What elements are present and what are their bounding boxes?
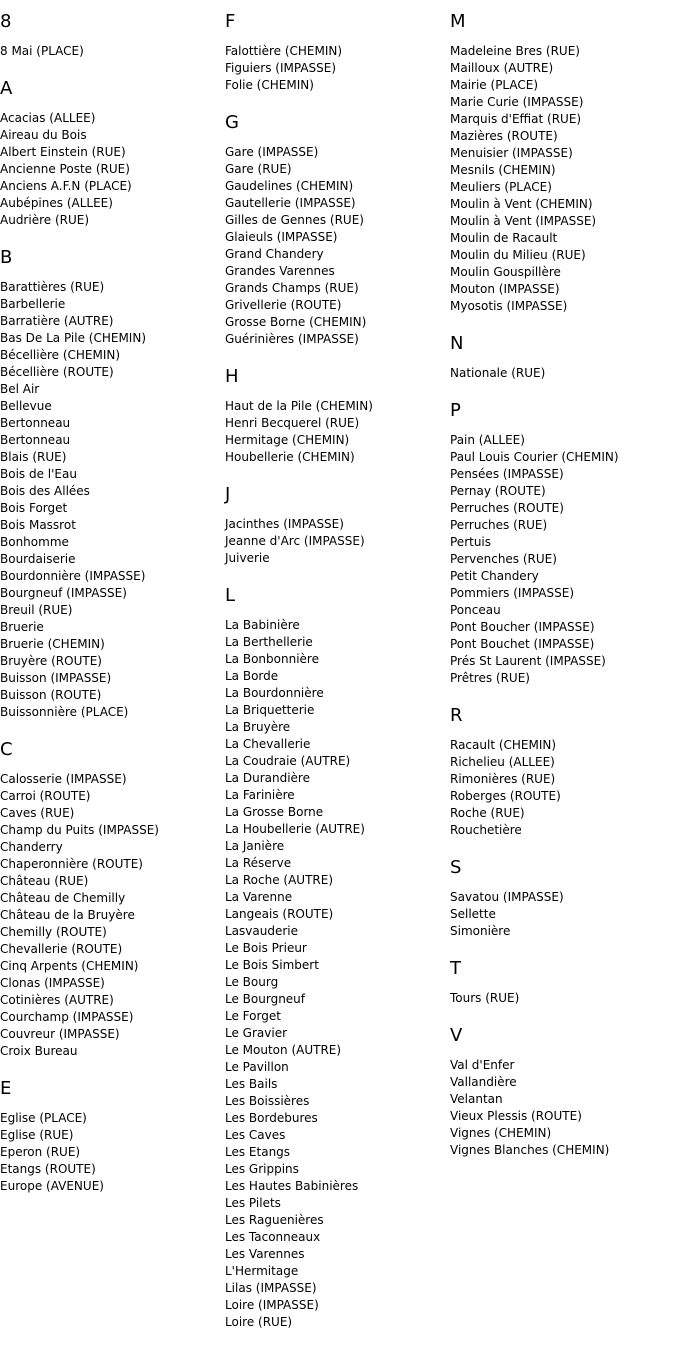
- street-name-item: Haut de la Pile (CHEMIN): [225, 399, 373, 413]
- street-name-item: Bertonneau: [0, 416, 71, 430]
- street-name-item: La Bonbonnière: [225, 652, 319, 666]
- street-name-item: Barbellerie: [0, 297, 66, 311]
- street-name-item: Barratière (AUTRE): [0, 314, 114, 328]
- street-name-item: Marquis d'Effiat (RUE): [450, 112, 582, 126]
- street-name-item: Meuliers (PLACE): [450, 180, 552, 194]
- street-name-item: Le Pavillon: [225, 1060, 289, 1074]
- letter-section: [450, 401, 675, 687]
- street-name-item: Bruyère (ROUTE): [0, 654, 102, 668]
- street-name-item: Chaperonnière (ROUTE): [0, 857, 143, 871]
- street-name-item: Sellette: [450, 907, 496, 921]
- street-name-item: Racault (CHEMIN): [450, 738, 557, 752]
- street-name-item: Prés St Laurent (IMPASSE): [450, 654, 606, 668]
- street-name-item: Myosotis (IMPASSE): [450, 299, 568, 313]
- street-name-item: Moulin à Vent (CHEMIN): [450, 197, 593, 211]
- street-name-item: Nationale (RUE): [450, 366, 546, 380]
- street-name-item: Cinq Arpents (CHEMIN): [0, 959, 139, 973]
- street-list: [450, 1057, 675, 1159]
- street-list: [450, 737, 675, 839]
- street-name-item: La Réserve: [225, 856, 292, 870]
- street-name-item: Bellevue: [0, 399, 52, 413]
- street-name-item: Moulin du Milieu (RUE): [450, 248, 586, 262]
- street-name-item: Roche (RUE): [450, 806, 525, 820]
- street-name-item: Juiverie: [225, 551, 270, 565]
- street-name-item: La Varenne: [225, 890, 293, 904]
- street-name-item: Marie Curie (IMPASSE): [450, 95, 584, 109]
- street-name-item: Bois de l'Eau: [0, 467, 77, 481]
- letter-section: [450, 1026, 675, 1159]
- street-name-item: Gare (RUE): [225, 162, 292, 176]
- street-name-item: Buisson (IMPASSE): [0, 671, 112, 685]
- street-name-item: Les Bordebures: [225, 1111, 318, 1125]
- street-name-item: Eperon (RUE): [0, 1145, 81, 1159]
- section-letter-heading: P: [450, 400, 461, 421]
- street-name-item: Pont Bouchet (IMPASSE): [450, 637, 595, 651]
- street-name-item: Bertonneau: [0, 433, 71, 447]
- street-name-item: Paul Louis Courier (CHEMIN): [450, 450, 619, 464]
- street-name-item: Bel Air: [0, 382, 40, 396]
- street-name-item: La Borde: [225, 669, 279, 683]
- street-name-item: Vallandière: [450, 1075, 517, 1089]
- letter-section: [0, 79, 225, 229]
- section-letter-heading: H: [225, 366, 239, 387]
- street-name-item: 8 Mai (PLACE): [0, 44, 84, 58]
- street-name-item: Grands Champs (RUE): [225, 281, 359, 295]
- street-list: [450, 365, 675, 382]
- street-name-item: Velantan: [450, 1092, 503, 1106]
- street-name-item: Pervenches (RUE): [450, 552, 557, 566]
- street-name-item: Gaudelines (CHEMIN): [225, 179, 354, 193]
- street-name-item: Champ du Puits (IMPASSE): [0, 823, 159, 837]
- street-name-item: Vignes Blanches (CHEMIN): [450, 1143, 610, 1157]
- street-name-item: Aubépines (ALLEE): [0, 196, 113, 210]
- street-name-item: Bécellière (CHEMIN): [0, 348, 121, 362]
- street-name-item: Etangs (ROUTE): [0, 1162, 96, 1176]
- letter-section: [0, 248, 225, 721]
- street-name-item: Bruerie (CHEMIN): [0, 637, 105, 651]
- street-name-item: Breuil (RUE): [0, 603, 73, 617]
- street-name-item: La Farinière: [225, 788, 295, 802]
- street-name-item: Bas De La Pile (CHEMIN): [0, 331, 146, 345]
- street-name-item: Croix Bureau: [0, 1044, 78, 1058]
- section-letter-heading: J: [225, 484, 231, 505]
- street-name-item: Madeleine Bres (RUE): [450, 44, 580, 58]
- street-name-item: Gautellerie (IMPASSE): [225, 196, 356, 210]
- letter-section: [450, 706, 675, 839]
- section-letter-heading: N: [450, 333, 464, 354]
- street-list: [0, 43, 225, 60]
- street-list: [450, 990, 675, 1007]
- street-list: [225, 43, 450, 94]
- street-name-item: Bois des Allées: [0, 484, 90, 498]
- street-name-item: Rimonières (RUE): [450, 772, 556, 786]
- street-name-item: La Grosse Borne: [225, 805, 324, 819]
- street-list: [450, 43, 675, 315]
- street-name-item: Chemilly (ROUTE): [0, 925, 107, 939]
- street-list: [225, 144, 450, 348]
- street-list: [0, 279, 225, 721]
- street-name-item: La Bourdonnière: [225, 686, 324, 700]
- street-name-item: Chevallerie (ROUTE): [0, 942, 123, 956]
- street-name-item: Bois Forget: [0, 501, 68, 515]
- street-name-item: Menuisier (IMPASSE): [450, 146, 573, 160]
- street-name-item: Les Grippins: [225, 1162, 299, 1176]
- street-name-item: Pont Boucher (IMPASSE): [450, 620, 595, 634]
- letter-section: [450, 12, 675, 315]
- street-name-item: Anciens A.F.N (PLACE): [0, 179, 132, 193]
- street-name-item: Grand Chandery: [225, 247, 324, 261]
- street-name-item: Les Etangs: [225, 1145, 291, 1159]
- section-letter-heading: C: [0, 739, 13, 760]
- street-name-item: Europe (AVENUE): [0, 1179, 104, 1193]
- section-letter-heading: G: [225, 112, 239, 133]
- section-letter-heading: E: [0, 1078, 12, 1099]
- street-name-item: La Briquetterie: [225, 703, 315, 717]
- street-name-item: Eglise (RUE): [0, 1128, 74, 1142]
- street-name-item: Rouchetière: [450, 823, 522, 837]
- street-name-item: Pernay (ROUTE): [450, 484, 546, 498]
- letter-section: [225, 113, 450, 348]
- street-name-item: Bourgneuf (IMPASSE): [0, 586, 127, 600]
- street-name-item: Le Forget: [225, 1009, 281, 1023]
- letter-section: [225, 12, 450, 94]
- street-name-item: Richelieu (ALLEE): [450, 755, 555, 769]
- street-name-item: Falottière (CHEMIN): [225, 44, 343, 58]
- street-name-item: Le Bourgneuf: [225, 992, 306, 1006]
- street-name-item: Vignes (CHEMIN): [450, 1126, 552, 1140]
- section-letter-heading: A: [0, 78, 13, 99]
- street-name-item: Caves (RUE): [0, 806, 75, 820]
- street-name-item: Chanderry: [0, 840, 63, 854]
- street-name-item: Clonas (IMPASSE): [0, 976, 105, 990]
- street-name-item: Guérinières (IMPASSE): [225, 332, 359, 346]
- street-list: [450, 889, 675, 940]
- street-name-item: Le Bois Prieur: [225, 941, 307, 955]
- street-name-item: Buisson (ROUTE): [0, 688, 102, 702]
- letter-section: [225, 586, 450, 1331]
- street-name-item: Château (RUE): [0, 874, 89, 888]
- street-name-item: Bécellière (ROUTE): [0, 365, 114, 379]
- street-name-item: Houbellerie (CHEMIN): [225, 450, 355, 464]
- letter-section: [0, 12, 225, 60]
- street-name-item: Moulin à Vent (IMPASSE): [450, 214, 597, 228]
- street-list: [0, 110, 225, 229]
- index-column-1: [0, 12, 225, 1214]
- section-letter-heading: F: [225, 11, 236, 32]
- street-name-item: Moulin de Racault: [450, 231, 558, 245]
- street-name-item: Grosse Borne (CHEMIN): [225, 315, 367, 329]
- street-name-item: Loire (RUE): [225, 1315, 293, 1329]
- letter-section: [225, 485, 450, 567]
- street-name-item: Lilas (IMPASSE): [225, 1281, 317, 1295]
- street-name-item: Mailloux (AUTRE): [450, 61, 554, 75]
- street-name-item: La Roche (AUTRE): [225, 873, 333, 887]
- street-name-item: La Berthellerie: [225, 635, 313, 649]
- street-list: [225, 398, 450, 466]
- street-name-item: Lasvauderie: [225, 924, 299, 938]
- section-letter-heading: L: [225, 585, 236, 606]
- street-list: [0, 1110, 225, 1195]
- section-letter-heading: V: [450, 1025, 463, 1046]
- street-name-item: Les Pilets: [225, 1196, 281, 1210]
- letter-section: [450, 959, 675, 1007]
- street-name-item: Ponceau: [450, 603, 501, 617]
- street-name-item: Courchamp (IMPASSE): [0, 1010, 134, 1024]
- street-name-item: Calosserie (IMPASSE): [0, 772, 127, 786]
- street-name-item: Cotinières (AUTRE): [0, 993, 114, 1007]
- street-name-item: Les Raguenières: [225, 1213, 324, 1227]
- street-name-item: Gilles de Gennes (RUE): [225, 213, 364, 227]
- section-letter-heading: S: [450, 857, 462, 878]
- street-name-item: Château de la Bruyère: [0, 908, 135, 922]
- street-name-item: Bois Massrot: [0, 518, 76, 532]
- street-name-item: Petit Chandery: [450, 569, 539, 583]
- street-name-item: La Durandière: [225, 771, 310, 785]
- street-name-item: Grandes Varennes: [225, 264, 335, 278]
- street-name-item: Perruches (ROUTE): [450, 501, 564, 515]
- street-name-item: La Babinière: [225, 618, 300, 632]
- street-name-item: Pertuis: [450, 535, 492, 549]
- street-name-item: La Janière: [225, 839, 285, 853]
- street-name-item: Moulin Gouspillère: [450, 265, 561, 279]
- street-name-item: Bonhomme: [0, 535, 69, 549]
- section-letter-heading: M: [450, 11, 466, 32]
- street-name-item: Gare (IMPASSE): [225, 145, 319, 159]
- letter-section: [450, 334, 675, 382]
- street-name-item: Pommiers (IMPASSE): [450, 586, 574, 600]
- street-name-item: Mouton (IMPASSE): [450, 282, 560, 296]
- street-name-item: Le Mouton (AUTRE): [225, 1043, 342, 1057]
- street-name-item: Les Boissières: [225, 1094, 310, 1108]
- street-name-item: Mairie (PLACE): [450, 78, 539, 92]
- street-name-item: La Bruyère: [225, 720, 291, 734]
- street-name-item: Ancienne Poste (RUE): [0, 162, 130, 176]
- street-name-item: Loire (IMPASSE): [225, 1298, 319, 1312]
- street-name-item: Les Caves: [225, 1128, 286, 1142]
- street-name-item: Le Gravier: [225, 1026, 288, 1040]
- street-name-item: Blais (RUE): [0, 450, 67, 464]
- street-name-item: Prêtres (RUE): [450, 671, 530, 685]
- street-name-item: Perruches (RUE): [450, 518, 548, 532]
- street-name-item: Le Bourg: [225, 975, 279, 989]
- street-name-item: Hermitage (CHEMIN): [225, 433, 350, 447]
- street-name-item: Tours (RUE): [450, 991, 520, 1005]
- section-letter-heading: T: [450, 958, 461, 979]
- street-name-item: Jacinthes (IMPASSE): [225, 517, 344, 531]
- street-name-item: Henri Becquerel (RUE): [225, 416, 360, 430]
- street-name-item: Les Varennes: [225, 1247, 305, 1261]
- street-name-item: Folie (CHEMIN): [225, 78, 314, 92]
- street-name-item: La Chevallerie: [225, 737, 311, 751]
- street-name-item: Savatou (IMPASSE): [450, 890, 564, 904]
- street-name-item: Barattières (RUE): [0, 280, 105, 294]
- street-name-item: Val d'Enfer: [450, 1058, 515, 1072]
- section-letter-heading: 8: [0, 11, 12, 32]
- street-name-item: Grivellerie (ROUTE): [225, 298, 342, 312]
- street-name-item: Buissonnière (PLACE): [0, 705, 129, 719]
- section-letter-heading: B: [0, 247, 13, 268]
- street-name-item: Audrière (RUE): [0, 213, 90, 227]
- street-name-item: Simonière: [450, 924, 511, 938]
- street-name-item: Langeais (ROUTE): [225, 907, 334, 921]
- street-name-item: La Houbellerie (AUTRE): [225, 822, 365, 836]
- street-name-item: Aireau du Bois: [0, 128, 87, 142]
- index-column-3: [450, 12, 675, 1178]
- street-name-item: Acacias (ALLEE): [0, 111, 96, 125]
- letter-section: [450, 858, 675, 940]
- index-column-2: [225, 12, 450, 1350]
- street-name-item: Vieux Plessis (ROUTE): [450, 1109, 582, 1123]
- street-list: [225, 617, 450, 1331]
- street-name-item: Bourdaiserie: [0, 552, 76, 566]
- street-name-item: Jeanne d'Arc (IMPASSE): [225, 534, 365, 548]
- street-name-item: Glaieuls (IMPASSE): [225, 230, 338, 244]
- street-list: [225, 516, 450, 567]
- letter-section: [0, 740, 225, 1060]
- street-name-item: Carroi (ROUTE): [0, 789, 91, 803]
- street-name-item: Les Bails: [225, 1077, 278, 1091]
- street-list: [0, 771, 225, 1060]
- street-name-item: Mesnils (CHEMIN): [450, 163, 556, 177]
- street-name-item: L'Hermitage: [225, 1264, 299, 1278]
- letter-section: [0, 1079, 225, 1195]
- street-name-item: Le Bois Simbert: [225, 958, 319, 972]
- street-name-item: Albert Einstein (RUE): [0, 145, 126, 159]
- street-name-item: Figuiers (IMPASSE): [225, 61, 337, 75]
- street-name-item: Roberges (ROUTE): [450, 789, 561, 803]
- street-name-item: Les Taconneaux: [225, 1230, 321, 1244]
- street-name-item: Eglise (PLACE): [0, 1111, 87, 1125]
- street-name-item: Les Hautes Babinières: [225, 1179, 359, 1193]
- street-name-item: Mazières (ROUTE): [450, 129, 558, 143]
- street-name-item: La Coudraie (AUTRE): [225, 754, 351, 768]
- street-name-item: Pensées (IMPASSE): [450, 467, 564, 481]
- street-name-item: Bruerie: [0, 620, 44, 634]
- street-name-item: Couvreur (IMPASSE): [0, 1027, 120, 1041]
- letter-section: [225, 367, 450, 466]
- street-name-item: Pain (ALLEE): [450, 433, 525, 447]
- section-letter-heading: R: [450, 705, 463, 726]
- street-name-item: Château de Chemilly: [0, 891, 126, 905]
- street-list: [450, 432, 675, 687]
- street-name-item: Bourdonnière (IMPASSE): [0, 569, 146, 583]
